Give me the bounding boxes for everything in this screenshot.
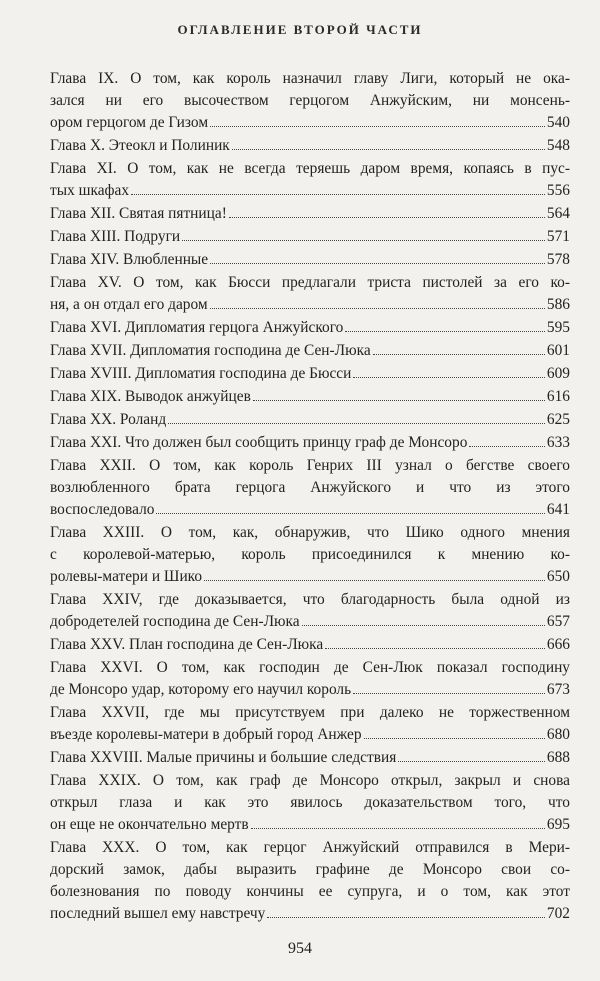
toc-entry	[50, 702, 570, 746]
toc-entry-title: Глава XII. Святая пятница!	[50, 205, 227, 222]
toc-entry-last-row	[50, 317, 570, 339]
toc-entry-last-row	[50, 249, 570, 271]
toc-page-number: 571	[546, 228, 570, 245]
toc-page-number: 540	[546, 114, 570, 131]
toc-entry-last-row	[50, 566, 570, 588]
toc-entry-last-row	[50, 112, 570, 134]
toc-entry	[50, 409, 570, 431]
toc-entry-title: Глава XIII. Подруги	[50, 228, 181, 245]
toc-entry-last-row	[50, 432, 570, 454]
toc-entry-last-row	[50, 409, 570, 431]
dot-leader	[251, 827, 545, 829]
toc-entry-title: Глава X. Этеокл и Полиник	[50, 137, 230, 154]
toc-entry-last-row	[50, 634, 570, 656]
toc-entry-title: он еще не окончательно мертв	[50, 816, 249, 833]
toc-entry-line: Глава XXIII. О том, как, обнаружив, что Шико одного мнения	[50, 524, 570, 541]
toc-page-number: 625	[546, 411, 570, 428]
toc-entry-title: Глава XXI. Что должен был сообщить принцу граф де Монсоро	[50, 434, 468, 451]
toc-entry-last-row	[50, 903, 570, 925]
toc-entry	[50, 363, 570, 385]
toc-entry-title: Глава XVIII. Дипломатия господина де Бюсси	[50, 365, 352, 382]
toc-entry-last-row	[50, 386, 570, 408]
toc-entry-title: Глава XX. Роланд	[50, 411, 167, 428]
toc-page-number: 556	[546, 182, 570, 199]
toc-entry	[50, 249, 570, 271]
toc-entry	[50, 68, 570, 134]
table-of-contents	[50, 68, 570, 925]
toc-page-number: 673	[546, 681, 570, 698]
toc-page-number: 688	[546, 749, 570, 766]
page-number: 954	[288, 940, 312, 957]
dot-leader	[232, 148, 545, 150]
dot-leader	[364, 737, 545, 739]
toc-entry	[50, 770, 570, 836]
toc-entry	[50, 634, 570, 656]
toc-entry-title: Глава XIV. Влюбленные	[50, 251, 209, 268]
toc-page-number: 616	[546, 388, 570, 405]
dot-leader	[353, 376, 545, 378]
dot-leader	[210, 262, 545, 264]
toc-entry-line: зался ни его высочеством герцогом Анжуйским, ни монсень-	[50, 92, 570, 109]
toc-entry-line: Глава IX. О том, как король назначил главу Лиги, который не ока-	[50, 70, 570, 87]
toc-entry-line: Глава XI. О том, как не всегда теряешь даром время, копаясь в пус-	[50, 160, 570, 177]
toc-entry	[50, 522, 570, 588]
dot-leader	[156, 512, 544, 514]
toc-page-number: 666	[546, 636, 570, 653]
toc-page-number: 578	[546, 251, 570, 268]
toc-entry	[50, 317, 570, 339]
toc-entry-title: Глава XXVIII. Малые причины и большие следствия	[50, 749, 397, 766]
toc-entry	[50, 203, 570, 225]
toc-page-number: 702	[546, 905, 570, 922]
toc-entry-title: добродетелей господина де Сен-Люка	[50, 613, 300, 630]
toc-entry-title: ня, а он отдал его даром	[50, 296, 208, 313]
dot-leader	[182, 239, 545, 241]
toc-entry-last-row	[50, 724, 570, 746]
toc-entry	[50, 747, 570, 769]
toc-entry	[50, 455, 570, 521]
toc-page-number: 595	[546, 319, 570, 336]
toc-page-number: 586	[546, 296, 570, 313]
toc-entry	[50, 340, 570, 362]
dot-leader	[131, 193, 545, 195]
toc-entry	[50, 432, 570, 454]
toc-entry-line: Глава XV. О том, как Бюсси предлагали триста пистолей за его ко-	[50, 274, 570, 291]
toc-entry-title: воспоследовало	[50, 501, 155, 518]
toc-entry-title: ором герцогом де Гизом	[50, 114, 209, 131]
toc-entry-line: Глава XXIX. О том, как граф де Монсоро открыл, закрыл и снова	[50, 772, 570, 789]
toc-entry-title: Глава XVII. Дипломатия господина де Сен-Люка	[50, 342, 371, 359]
toc-entry	[50, 837, 570, 925]
toc-entry-title: тых шкафах	[50, 182, 130, 199]
toc-entry-last-row	[50, 499, 570, 521]
toc-entry	[50, 272, 570, 316]
dot-leader	[210, 125, 545, 127]
toc-entry	[50, 657, 570, 701]
dot-leader	[469, 445, 545, 447]
toc-entry-line: Глава XXVI. О том, как господин де Сен-Люк показал господину	[50, 659, 570, 676]
toc-entry-line: возлюбленного брата герцога Анжуйского и что из этого	[50, 479, 570, 496]
toc-entry-last-row	[50, 679, 570, 701]
dot-leader	[373, 353, 545, 355]
toc-entry-title: въезде королевы-матери в добрый город Анжер	[50, 726, 362, 743]
page-header: ОГЛАВЛЕНИЕ ВТОРОЙ ЧАСТИ	[177, 22, 423, 37]
toc-entry-last-row	[50, 135, 570, 157]
dot-leader	[204, 579, 545, 581]
toc-entry-title: Глава XIX. Выводок анжуйцев	[50, 388, 251, 405]
toc-entry-title: последний вышел ему навстречу	[50, 905, 266, 922]
toc-page-number: 601	[546, 342, 570, 359]
dot-leader	[210, 307, 545, 309]
toc-entry-last-row	[50, 203, 570, 225]
toc-entry-line: дорский замок, дабы выразить графине де Монсоро свои со-	[50, 861, 570, 878]
toc-entry	[50, 135, 570, 157]
toc-entry-title: Глава XXV. План господина де Сен-Люка	[50, 636, 324, 653]
toc-entry	[50, 386, 570, 408]
toc-entry-last-row	[50, 814, 570, 836]
toc-entry-last-row	[50, 180, 570, 202]
toc-page-number: 657	[546, 613, 570, 630]
toc-page-number: 564	[546, 205, 570, 222]
dot-leader	[353, 692, 545, 694]
toc-entry-line: открыл глаза и как это явилось доказательством того, что	[50, 794, 570, 811]
toc-entry-title: де Монсоро удар, которому его научил король	[50, 681, 352, 698]
toc-entry-line: с королевой-матерью, король присоединился к мнению ко-	[50, 546, 570, 563]
dot-leader	[168, 422, 545, 424]
toc-entry-line: Глава XXII. О том, как король Генрих III узнал о бегстве своего	[50, 457, 570, 474]
dot-leader	[267, 916, 545, 918]
toc-page-number: 641	[546, 501, 570, 518]
toc-entry-line: Глава XXX. О том, как герцог Анжуйский отправился в Мери-	[50, 839, 570, 856]
toc-entry-line: Глава XXIV, где доказывается, что благодарность была одной из	[50, 591, 570, 608]
toc-page-number: 695	[546, 816, 570, 833]
toc-entry-last-row	[50, 747, 570, 769]
toc-entry-line: болезнования по поводу кончины ее супруга, и о том, как этот	[50, 883, 570, 900]
toc-entry-last-row	[50, 363, 570, 385]
dot-leader	[398, 760, 545, 762]
toc-entry-last-row	[50, 611, 570, 633]
toc-entry-last-row	[50, 226, 570, 248]
toc-entry-line: Глава XXVII, где мы присутствуем при далеко не торжественном	[50, 704, 570, 721]
toc-page-number: 650	[546, 568, 570, 585]
dot-leader	[253, 399, 545, 401]
dot-leader	[325, 647, 545, 649]
toc-entry-last-row	[50, 340, 570, 362]
toc-entry-title: ролевы-матери и Шико	[50, 568, 203, 585]
toc-page-number: 633	[546, 434, 570, 451]
toc-page-number: 609	[546, 365, 570, 382]
toc-entry-title: Глава XVI. Дипломатия герцога Анжуйского	[50, 319, 344, 336]
dot-leader	[302, 624, 545, 626]
toc-entry	[50, 158, 570, 202]
toc-entry	[50, 589, 570, 633]
toc-page-number: 548	[546, 137, 570, 154]
dot-leader	[345, 330, 545, 332]
dot-leader	[229, 216, 545, 218]
toc-page-number: 680	[546, 726, 570, 743]
toc-entry	[50, 226, 570, 248]
toc-entry-last-row	[50, 294, 570, 316]
